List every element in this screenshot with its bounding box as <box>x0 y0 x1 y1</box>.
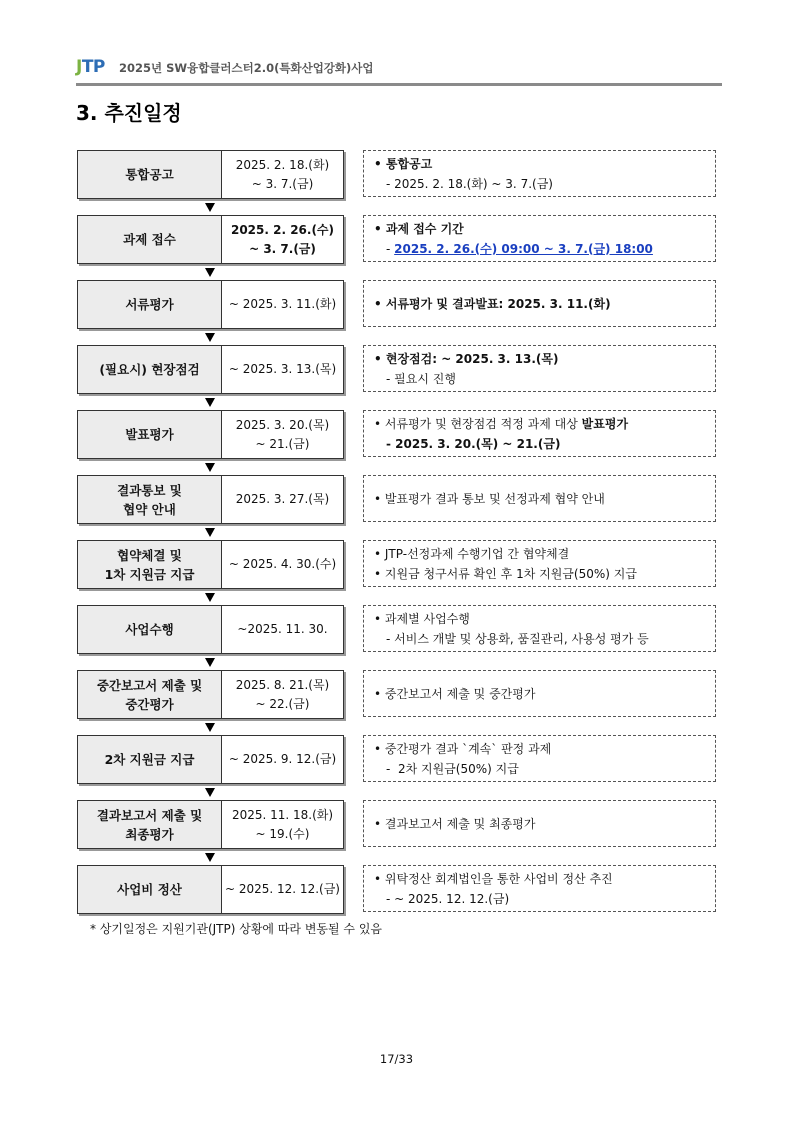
step-details <box>363 215 716 262</box>
schedule-step-final-report <box>77 800 718 849</box>
step-details <box>363 280 716 327</box>
step-name: 사업수행 <box>78 606 222 653</box>
step-name: 2차 지원금 지급 <box>78 736 222 783</box>
detail-line: • 서류평가 및 현장점검 적정 과제 대상 <box>374 416 582 431</box>
detail-emphasis: 발표평가 <box>581 416 629 431</box>
step-name: 통합공고 <box>78 151 222 198</box>
detail-line: • 위탁정산 회계법인을 통한 사업비 정산 추진 <box>374 871 613 886</box>
step-name: 과제 접수 <box>78 216 222 263</box>
page-number: 17/33 <box>379 1052 414 1066</box>
step-details <box>363 800 716 847</box>
detail-line: • 결과보고서 제출 및 최종평가 <box>374 816 536 831</box>
step-date: ~ 2025. 3. 13.(목) <box>228 362 337 376</box>
detail-line: • 서류평가 및 결과발표: 2025. 3. 11.(화) <box>374 296 611 311</box>
section-title: 3. 추진일정 <box>76 101 182 125</box>
schedule-step-interim-report <box>77 670 718 719</box>
step-name: 결과통보 및 협약 안내 <box>78 476 222 523</box>
detail-line: • 과제별 사업수행 <box>374 611 470 626</box>
step-details <box>363 410 716 457</box>
step-name: 중간보고서 제출 및 중간평가 <box>78 671 222 718</box>
step-date: 2025. 3. 20.(목) ~ 21.(금) <box>235 417 330 451</box>
schedule-step-submission <box>77 215 718 264</box>
detail-line: - 필요시 진행 <box>386 371 456 386</box>
detail-line: • 중간보고서 제출 및 중간평가 <box>374 686 536 701</box>
step-details <box>363 670 716 717</box>
down-arrow-icon <box>205 203 215 212</box>
detail-line: - 2025. 2. 18.(화) ~ 3. 7.(금) <box>386 176 553 191</box>
step-name: 발표평가 <box>78 411 222 458</box>
step-date: 2025. 2. 18.(화) ~ 3. 7.(금) <box>235 157 330 191</box>
detail-line: • 중간평가 결과 `계속` 판정 과제 <box>374 741 552 756</box>
step-name: 서류평가 <box>78 281 222 328</box>
schedule-step-second-payment <box>77 735 718 784</box>
down-arrow-icon <box>205 398 215 407</box>
detail-line: - 2차 지원금(50%) 지급 <box>386 761 519 776</box>
step-details <box>363 540 716 587</box>
step-date: ~ 2025. 4. 30.(수) <box>228 557 337 571</box>
schedule-step-document-review <box>77 280 718 329</box>
step-date: ~ 2025. 9. 12.(금) <box>228 752 337 766</box>
step-date: 2025. 11. 18.(화) ~ 19.(수) <box>231 807 334 841</box>
step-date: 2025. 2. 26.(수) ~ 3. 7.(금) <box>230 222 335 256</box>
detail-line: • 발표평가 결과 통보 및 선정과제 협약 안내 <box>374 491 605 506</box>
down-arrow-icon <box>205 658 215 667</box>
step-details <box>363 605 716 652</box>
step-date: 2025. 3. 27.(목) <box>235 492 330 506</box>
schedule-step-site-inspection <box>77 345 718 394</box>
step-details <box>363 475 716 522</box>
down-arrow-icon <box>205 788 215 797</box>
schedule-step-announcement <box>77 150 718 199</box>
page-header <box>76 57 722 86</box>
step-details <box>363 735 716 782</box>
down-arrow-icon <box>205 593 215 602</box>
schedule-step-project-execution <box>77 605 718 654</box>
detail-line: - 서비스 개발 및 상용화, 품질관리, 사용성 평가 등 <box>386 631 649 646</box>
step-details <box>363 865 716 912</box>
schedule-step-result-notice <box>77 475 718 524</box>
submission-period-link[interactable]: 2025. 2. 26.(수) 09:00 ~ 3. 7.(금) 18:00 <box>394 241 653 256</box>
step-date: ~ 2025. 12. 12.(금) <box>225 882 340 896</box>
down-arrow-icon <box>205 268 215 277</box>
header-title: 2025년 SW융합클러스터2.0(특화산업강화)사업 <box>119 61 374 75</box>
step-name: 결과보고서 제출 및 최종평가 <box>78 801 222 848</box>
detail-line: • 현장점검: ~ 2025. 3. 13.(목) <box>374 351 559 366</box>
detail-line: • 과제 접수 기간 <box>374 221 464 236</box>
down-arrow-icon <box>205 463 215 472</box>
down-arrow-icon <box>205 853 215 862</box>
schedule-step-agreement <box>77 540 718 589</box>
schedule-step-settlement <box>77 865 718 914</box>
schedule-footnote: * 상기일정은 지원기관(JTP) 상황에 따라 변동될 수 있음 <box>90 922 383 936</box>
step-name: 협약체결 및 1차 지원금 지급 <box>78 541 222 588</box>
jtp-logo: JTP <box>76 57 105 77</box>
schedule-step-presentation <box>77 410 718 459</box>
step-date: ~2025. 11. 30. <box>237 622 328 636</box>
step-name: 사업비 정산 <box>78 866 222 913</box>
detail-line: - ~ 2025. 12. 12.(금) <box>386 891 510 906</box>
step-name: (필요시) 현장점검 <box>78 346 222 393</box>
detail-dash: - <box>386 241 395 256</box>
detail-line: • 통합공고 <box>374 156 433 171</box>
step-details <box>363 345 716 392</box>
detail-line: - 2025. 3. 20.(목) ~ 21.(금) <box>386 436 561 451</box>
down-arrow-icon <box>205 528 215 537</box>
detail-line: • JTP-선정과제 수행기업 간 협약체결 <box>374 546 570 561</box>
detail-line: • 지원금 청구서류 확인 후 1차 지원금(50%) 지급 <box>374 566 637 581</box>
step-details <box>363 150 716 197</box>
down-arrow-icon <box>205 723 215 732</box>
down-arrow-icon <box>205 333 215 342</box>
step-date: 2025. 8. 21.(목) ~ 22.(금) <box>235 677 330 711</box>
step-date: ~ 2025. 3. 11.(화) <box>228 297 337 311</box>
